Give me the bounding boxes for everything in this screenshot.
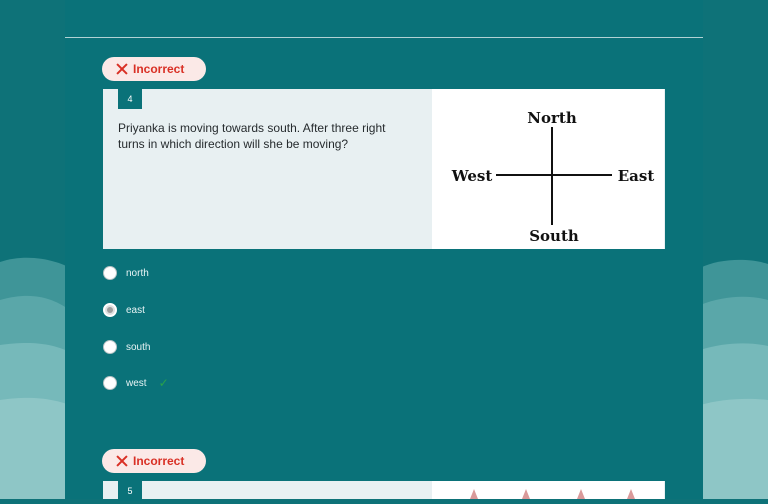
option-south[interactable] [103, 340, 150, 354]
question-number: 5 [118, 481, 142, 501]
option-north[interactable] [103, 266, 149, 280]
question-text: Priyanka is moving towards south. After three right turns in which direction will she be moving? [118, 121, 386, 151]
incorrect-badge [102, 57, 206, 81]
compass-west-label: West [451, 167, 493, 185]
radio-button-selected[interactable] [103, 303, 117, 317]
close-icon [116, 455, 128, 467]
option-west[interactable] [103, 376, 169, 390]
status-label: Incorrect [133, 454, 185, 468]
incorrect-badge [102, 449, 206, 473]
radio-button[interactable] [103, 340, 117, 354]
compass-north-label: North [527, 109, 577, 127]
close-icon [116, 63, 128, 75]
compass-image [432, 89, 664, 249]
compass-south-label: South [529, 227, 579, 245]
question-card [103, 481, 665, 499]
option-label: west [126, 377, 147, 389]
radio-button[interactable] [103, 376, 117, 390]
question-image [432, 481, 664, 499]
checkmark-icon: ✓ [158, 376, 169, 390]
compass-east-label: East [617, 167, 655, 185]
question-card [103, 89, 665, 249]
question-number: 4 [118, 89, 142, 109]
option-label: east [126, 304, 145, 316]
option-east[interactable] [103, 303, 145, 317]
option-label: north [126, 267, 149, 279]
status-label: Incorrect [133, 62, 185, 76]
option-label: south [126, 341, 151, 353]
radio-button[interactable] [103, 266, 117, 280]
divider [65, 37, 703, 38]
